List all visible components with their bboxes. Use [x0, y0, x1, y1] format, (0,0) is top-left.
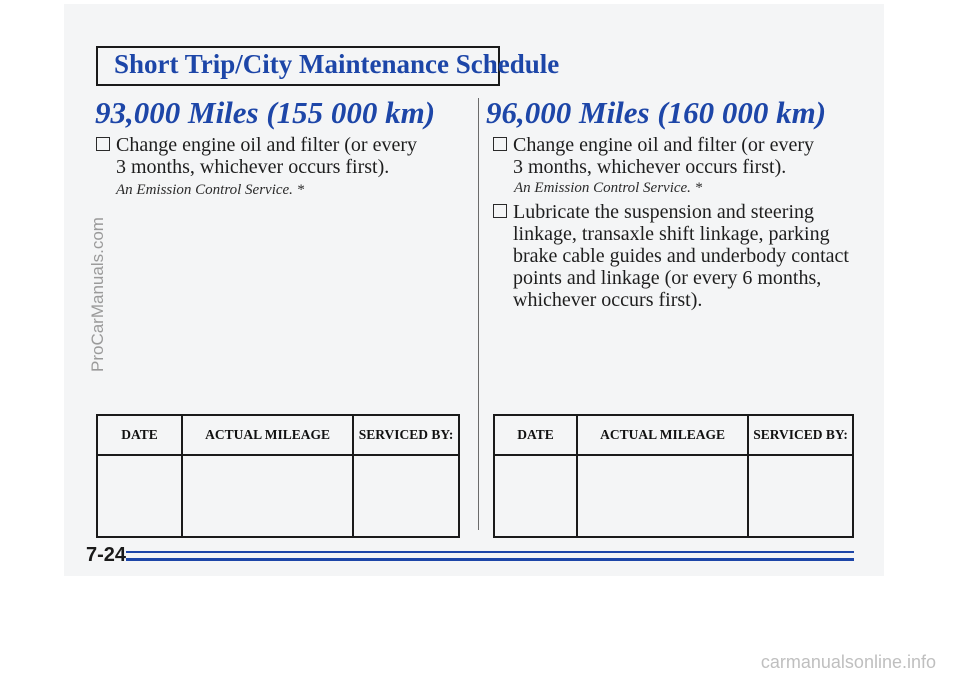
side-watermark-text: ProCarManuals.com: [88, 217, 107, 372]
service-log-table-left: [96, 414, 460, 538]
item-line: Lubricate the suspension and steering: [513, 201, 815, 223]
column-header-mileage: ACTUAL MILEAGE: [577, 415, 748, 455]
table-header-row: [494, 415, 853, 455]
item-line: points and linkage (or every 6 months,: [513, 267, 822, 289]
mileage-cell[interactable]: [182, 455, 353, 537]
section-header-title: Short Trip/City Maintenance Schedule: [114, 49, 560, 79]
date-cell[interactable]: [494, 455, 577, 537]
date-cell[interactable]: [97, 455, 182, 537]
item-line: Change engine oil and filter (or every: [513, 134, 814, 156]
column-header-serviced-by: SERVICED BY:: [748, 415, 853, 455]
item-line: whichever occurs first).: [513, 289, 703, 311]
serviced-by-cell[interactable]: [748, 455, 853, 537]
item-line: Change engine oil and filter (or every: [116, 134, 417, 156]
emission-note-right: An Emission Control Service. *: [514, 180, 703, 196]
item-line: 3 months, whichever occurs first).: [513, 156, 787, 178]
mileage-cell[interactable]: [577, 455, 748, 537]
mileage-heading-right: 96,000 Miles (160 000 km): [486, 95, 827, 130]
column-header-date: DATE: [97, 415, 182, 455]
table-row: [97, 455, 459, 537]
column-divider: [478, 98, 479, 530]
column-header-date: DATE: [494, 415, 577, 455]
checkbox-oil-right[interactable]: [493, 137, 507, 151]
serviced-by-cell[interactable]: [353, 455, 459, 537]
column-header-serviced-by: SERVICED BY:: [353, 415, 459, 455]
bottom-watermark: carmanualsonline.info: [760, 652, 936, 672]
checkbox-lubricate-right[interactable]: [493, 204, 507, 218]
footer-rule: [126, 558, 854, 561]
table-header-row: [97, 415, 459, 455]
page-number: 7-24: [86, 544, 127, 566]
mileage-heading-left: 93,000 Miles (155 000 km): [95, 95, 436, 130]
emission-note-left: An Emission Control Service. *: [116, 182, 305, 198]
column-header-mileage: ACTUAL MILEAGE: [182, 415, 353, 455]
item-line: linkage, transaxle shift linkage, parking: [513, 223, 830, 245]
item-line: brake cable guides and underbody contact: [513, 245, 849, 267]
item-line: 3 months, whichever occurs first).: [116, 156, 390, 178]
footer-rule: [126, 551, 854, 553]
service-log-table-right: [493, 414, 854, 538]
table-row: [494, 455, 853, 537]
checkbox-oil-left[interactable]: [96, 137, 110, 151]
